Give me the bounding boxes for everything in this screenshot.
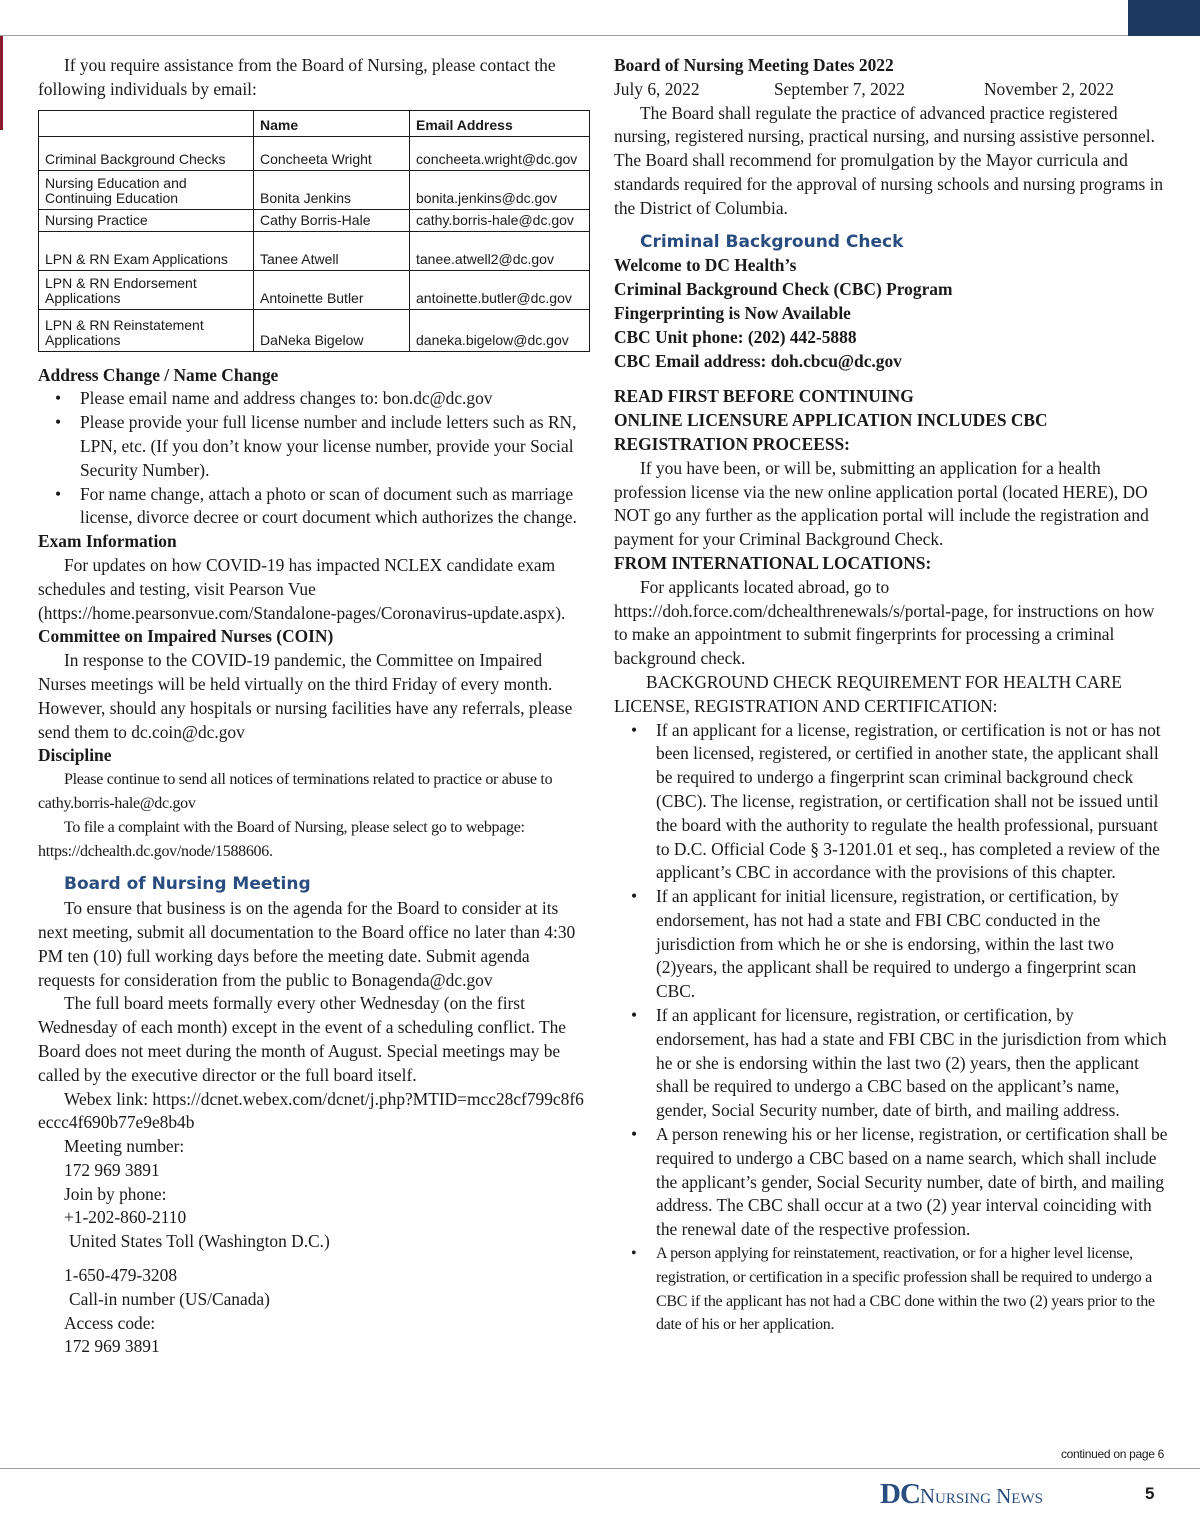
meeting-date: September 7, 2022 [774, 78, 905, 99]
table-header-cell [39, 110, 254, 136]
list-item [614, 885, 1170, 1004]
phone-number: +1-202-860-2110 [64, 1207, 187, 1228]
meeting-number: 172 969 3891 [64, 1159, 160, 1180]
phone-description: United States Toll (Washington D.C.) [69, 1231, 330, 1252]
address-change-heading: Address Change / Name Change [38, 364, 279, 385]
access-code-label: Access code: [64, 1312, 156, 1333]
table-cell-email[interactable]: antoinette.butler@dc.gov [410, 270, 590, 309]
bullet-icon: • [631, 719, 638, 740]
table-cell-name: Concheeta Wright [254, 136, 410, 170]
list-item-text: If an applicant for a license, registration, or certification is not or has not been licensed, registered, or certified in another state, the applicant shall be required to undergo a fingerprint scan criminal background check (CBC). The license, registration, or certification shall not be issued until the board with the authority to regulate the health professional, pursuant to D.C. Official Code § 3-1201.01 et seq., has completed a review of the applicant’s CBC in accordance with the provisions of this chapter. [656, 719, 1161, 883]
access-code: 172 969 3891 [64, 1336, 160, 1357]
table-cell-category: LPN & RN Endorsement Applications [39, 270, 254, 309]
phone-description: Call-in number (US/Canada) [69, 1288, 270, 1309]
meeting-dates-heading: Board of Nursing Meeting Dates 2022 [614, 55, 894, 75]
list-item [614, 719, 1170, 886]
discipline-text: Please continue to send all notices of terminations related to practice or abuse to cathy.borris-hale@dc.gov [38, 771, 553, 812]
cbc-line: Welcome to DC Health’s [614, 255, 797, 276]
complaint-text: To file a complaint with the Board of Nursing, please select go to webpage: https://dchealth.dc.gov/node/1588606. [38, 818, 525, 860]
table-cell-category: LPN & RN Exam Applications [39, 231, 254, 270]
coin-heading: Committee on Impaired Nurses (COIN) [38, 626, 334, 647]
publication-logo [880, 1478, 1043, 1511]
table-header-cell: Email Address [410, 110, 590, 136]
requirement-list [614, 719, 1170, 1338]
cbc-heading: Criminal Background Check [640, 231, 904, 252]
bullet-icon: • [631, 1245, 637, 1263]
read-first-heading: READ FIRST BEFORE CONTINUING [614, 386, 914, 407]
online-text: If you have been, or will be, submitting an application for a health profession license via the new online application portal (located HERE), DO NOT go any further as the application portal will include the registration and payment for your Criminal Background Check. [614, 457, 1149, 550]
join-phone-label: Join by phone: [64, 1183, 167, 1204]
cbc-line: Fingerprinting is Now Available [614, 302, 851, 323]
phone-number: 1-650-479-3208 [64, 1265, 178, 1286]
list-item [38, 483, 590, 531]
requirement-heading: BACKGROUND CHECK REQUIREMENT FOR HEALTH CARE LICENSE, REGISTRATION AND CERTIFICATION: [614, 671, 1122, 716]
meeting-date: July 6, 2022 [614, 78, 700, 99]
intro-text: If you require assistance from the Board of Nursing, please contact the following individuals by email: [38, 55, 556, 99]
intl-text: For applicants located abroad, go to https://doh.force.com/dchealthrenewals/s/portal-page, for instructions on how to make an appointment to submit fingerprints for processing a criminal background check. [614, 576, 1155, 669]
table-cell-category: Nursing Education and Continuing Education [39, 170, 254, 209]
logo-dc: DC [880, 1478, 920, 1510]
online-heading: ONLINE LICENSURE APPLICATION INCLUDES CBC REGISTRATION PROCEESS: [614, 410, 1048, 454]
table-cell-email[interactable]: bonita.jenkins@dc.gov [410, 170, 590, 209]
list-item [614, 1123, 1170, 1242]
list-item-text: Please email name and address changes to: bon.dc@dc.gov [80, 388, 493, 409]
bullet-icon: • [55, 412, 62, 433]
table-header-cell: Name [254, 110, 410, 136]
header-corner-block [1128, 0, 1200, 36]
bullet-icon: • [631, 886, 638, 907]
table-row [39, 309, 590, 351]
cbc-line: CBC Unit phone: (202) 442-5888 [614, 326, 857, 347]
table-row [39, 136, 590, 170]
table-cell-email[interactable]: concheeta.wright@dc.gov [410, 136, 590, 170]
table-cell-name: Bonita Jenkins [254, 170, 410, 209]
table-row [39, 209, 590, 231]
webex-link[interactable]: Webex link: https://dcnet.webex.com/dcnet/j.php?MTID=mcc28cf799c8f6eccc4f690b77e9e8b4b [38, 1088, 584, 1133]
exam-text: For updates on how COVID-19 has impacted NCLEX candidate exam schedules and testing, visit Pearson Vue (https://home.pearsonvue.com/Standalone-pages/Coronavirus-update.aspx). [38, 554, 566, 623]
left-column [38, 54, 590, 1359]
logo-nursing-news: Nursing News [919, 1484, 1043, 1508]
table-cell-category: Criminal Background Checks [39, 136, 254, 170]
exam-heading: Exam Information [38, 531, 177, 552]
bullet-icon: • [631, 1005, 638, 1026]
bullet-icon: • [55, 388, 62, 409]
table-cell-name: Antoinette Butler [254, 270, 410, 309]
discipline-heading: Discipline [38, 745, 112, 766]
list-item [38, 411, 590, 482]
table-row [39, 231, 590, 270]
meeting-dates-row [614, 78, 1170, 102]
table-cell-email[interactable]: tanee.atwell2@dc.gov [410, 231, 590, 270]
intl-heading: FROM INTERNATIONAL LOCATIONS: [614, 552, 932, 573]
list-item-text: If an applicant for licensure, registration, or certification, by endorsement, has had a state and FBI CBC in the jurisdiction from which he or she is endorsing within the last two (2) years, then the applicant shall be required to undergo a CBC based on the applicant’s name, gender, Social Security number, date of birth, and mailing address. [656, 1005, 1167, 1121]
table-cell-name: DaNeka Bigelow [254, 309, 410, 351]
board-meeting-heading: Board of Nursing Meeting [64, 874, 311, 895]
meeting-date: November 2, 2022 [984, 78, 1114, 99]
contacts-table [38, 110, 590, 352]
table-header-row [39, 110, 590, 136]
right-column [614, 54, 1170, 1337]
table-row [39, 270, 590, 309]
table-cell-email[interactable]: daneka.bigelow@dc.gov [410, 309, 590, 351]
table-cell-name: Cathy Borris-Hale [254, 209, 410, 231]
list-item [614, 1242, 1170, 1337]
bullet-icon: • [631, 1124, 638, 1145]
board-regulation-text: The Board shall regulate the practice of advanced practice registered nursing, registered nursing, practical nursing, and nursing assistive personnel. The Board shall recommend for promulgation by the Mayor curricula and standards required for the approval of nursing schools and nursing programs in the District of Columbia. [614, 102, 1164, 218]
page-number: 5 [1145, 1484, 1155, 1503]
table-cell-category: Nursing Practice [39, 209, 254, 231]
top-divider [0, 35, 1128, 36]
board-meeting-text: To ensure that business is on the agenda for the Board to consider at its next meeting, submit all documentation to the Board office no later than 4:30 PM ten (10) full working days before the meeting date. Submit agenda requests for consideration from the public to Bonagenda@dc.gov [38, 898, 576, 990]
list-item [38, 387, 590, 411]
bottom-divider [0, 1468, 1200, 1469]
table-cell-email[interactable]: cathy.borris-hale@dc.gov [410, 209, 590, 231]
bullet-icon: • [55, 483, 62, 504]
table-cell-category: LPN & RN Reinstatement Applications [39, 309, 254, 351]
cbc-line: CBC Email address: doh.cbcu@dc.gov [614, 350, 902, 371]
table-row [39, 170, 590, 209]
list-item-text: If an applicant for initial licensure, registration, or certification, by endorsement, has not had a state and FBI CBC conducted in the jurisdiction from which he or she is endorsing, within the last two (2)years, the applicant shall be required to undergo a fingerprint scan CBC. [656, 886, 1137, 1002]
left-accent-bar [0, 36, 3, 130]
list-item-text: A person applying for reinstatement, reactivation, or for a higher level license, registration, or certification in a specific profession shall be required to undergo a CBC if the applicant has not had a CBC done within the two (2) years prior to the date of his or her application. [656, 1245, 1155, 1334]
address-change-list [38, 387, 590, 530]
board-schedule-text: The full board meets formally every other Wednesday (on the first Wednesday of each month) except in the event of a scheduling conflict. The Board does not meet during the month of August. Special meetings may be called by the executive director or the full board itself. [38, 993, 567, 1085]
meeting-number-label: Meeting number: [64, 1136, 185, 1157]
list-item-text: A person renewing his or her license, registration, or certification shall be required to undergo a CBC based on a name search, which shall include the applicant’s gender, Social Security number, date of birth, and mailing address. The CBC shall occur at a two (2) year interval coinciding with the renewal date of the respective profession. [656, 1124, 1168, 1240]
list-item-text: For name change, attach a photo or scan of document such as marriage license, divorce decree or court document which authorizes the change. [80, 483, 577, 528]
table-cell-name: Tanee Atwell [254, 231, 410, 270]
coin-text: In response to the COVID-19 pandemic, the Committee on Impaired Nurses meetings will be held virtually on the third Friday of every month. However, should any hospitals or nursing facilities have any referrals, please send them to dc.coin@dc.gov [38, 650, 573, 742]
list-item [614, 1004, 1170, 1123]
continued-note: continued on page 6 [1060, 1447, 1164, 1461]
list-item-text: Please provide your full license number and include letters such as RN, LPN, etc. (If you don’t know your license number, provide your Social Security Number). [80, 412, 577, 480]
cbc-line: Criminal Background Check (CBC) Program [614, 279, 953, 300]
